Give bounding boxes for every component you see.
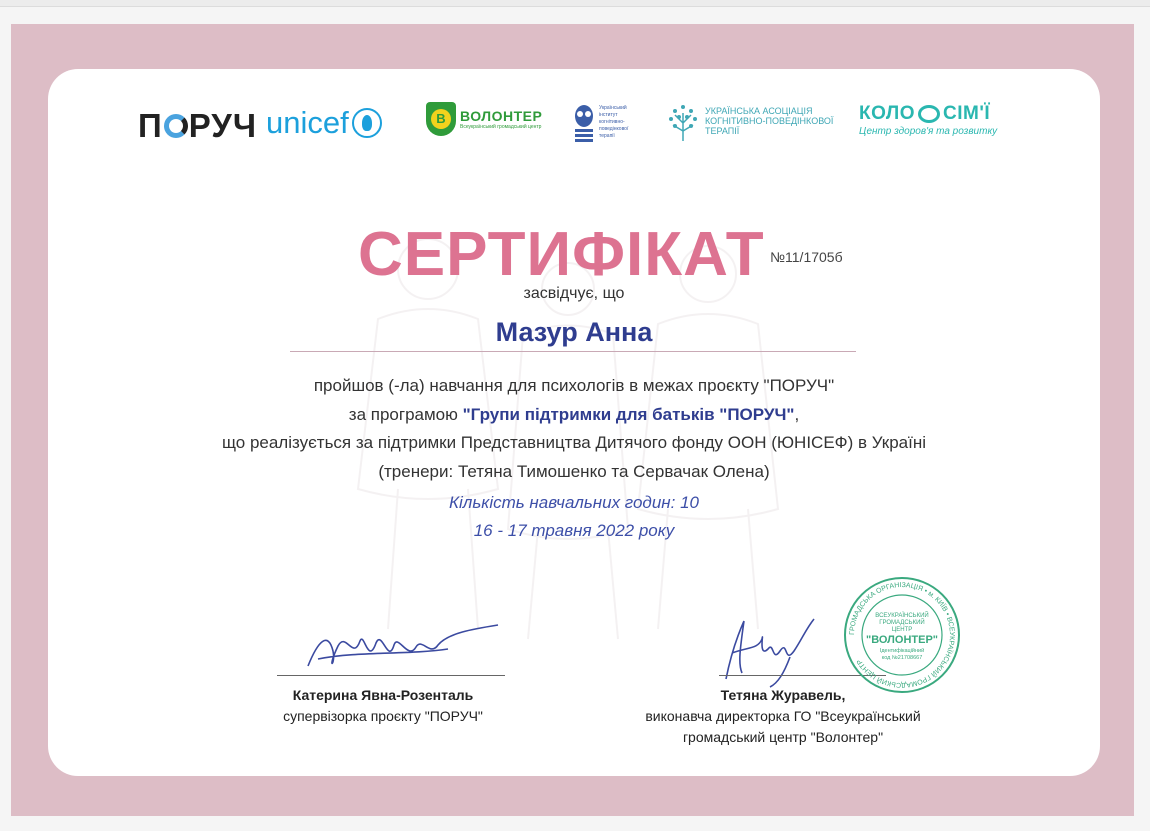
training-details — [48, 489, 1100, 545]
poruch-logo: П РУЧ — [138, 107, 258, 144]
program-name: "Групи підтримки для батьків "ПОРУЧ" — [462, 404, 795, 424]
svg-text:код №21708667: код №21708667 — [881, 655, 923, 661]
poruch-ring-icon — [164, 114, 188, 138]
right-signer: Тетяна Журавель, виконавча директорка ГО "Всеукраїнський громадський центр "Волонтер" — [645, 687, 921, 745]
right-signature — [718, 609, 828, 689]
certificate-number: №11/1705б — [770, 249, 843, 265]
svg-text:Ідентифікаційний: Ідентифікаційний — [879, 648, 925, 654]
stamp-outer-text: ГРОМАДСЬКА ОРГАНІЗАЦІЯ • м. КИЇВ • ВСЕУКРАЇНСЬКИЙ ГРОМАДСЬКИЙ ЦЕНТР — [848, 581, 956, 689]
name-underline — [290, 351, 856, 352]
certificate-title: СЕРТИФІКАТ — [358, 220, 765, 289]
owl-icon — [573, 102, 595, 142]
association-logo: УКРАЇНСЬКА АСОЦІАЦІЯ КОГНІТИВНО-ПОВЕДІНКОВОЇ ТЕРАПІЇ — [665, 101, 845, 141]
certifies-text: засвідчує, що — [523, 285, 625, 302]
svg-text:"ВОЛОНТЕР": "ВОЛОНТЕР" — [866, 634, 938, 646]
tree-icon — [665, 101, 701, 141]
certificate-card — [48, 69, 1100, 776]
unicef-globe-icon — [352, 108, 382, 138]
kolo-ring-icon — [918, 105, 940, 123]
left-signature-line — [277, 675, 505, 676]
unicef-logo: unicef — [266, 105, 382, 141]
partner-logos — [48, 69, 1100, 189]
volonter-logo: В ВОЛОНТЕР Всеукраїнський громадський центр — [426, 102, 542, 136]
browser-top-bar — [0, 0, 1150, 7]
certificate-body: пройшов (-ла) навчання для психологів в межах проєкту "ПОРУЧ" за програмою "Групи підтримки для батьків "ПОРУЧ", що реалізується за підтримки Представництва Дитячого фонду ООН (ЮНІСЕФ) в Україні (тренери: Тетяна Тимошенко та Сервачак Олена) — [221, 376, 927, 481]
institute-logo: Український інститут когнітивно-поведінкової терапії — [573, 102, 639, 142]
left-signer: Катерина Явна-Розенталь супервізорка проєкту "ПОРУЧ" — [283, 687, 483, 724]
svg-text:ВСЕУКРАЇНСЬКИЙ: ВСЕУКРАЇНСЬКИЙ — [875, 613, 929, 619]
recipient-name: Мазур Анна — [495, 317, 653, 347]
training-dates: 16 - 17 травня 2022 року — [473, 521, 675, 540]
training-hours: Кількість навчальних годин: 10 — [448, 493, 699, 512]
kolo-simi-logo: КОЛО СІМ'Ї Центр здоров'я та розвитку — [859, 103, 998, 137]
left-signature — [298, 621, 508, 681]
volonter-shield-icon: В — [426, 102, 456, 136]
svg-text:ЦЕНТР: ЦЕНТР — [891, 627, 913, 633]
organization-stamp — [842, 575, 962, 695]
svg-text:ГРОМАДСЬКИЙ: ГРОМАДСЬКИЙ — [879, 620, 925, 626]
